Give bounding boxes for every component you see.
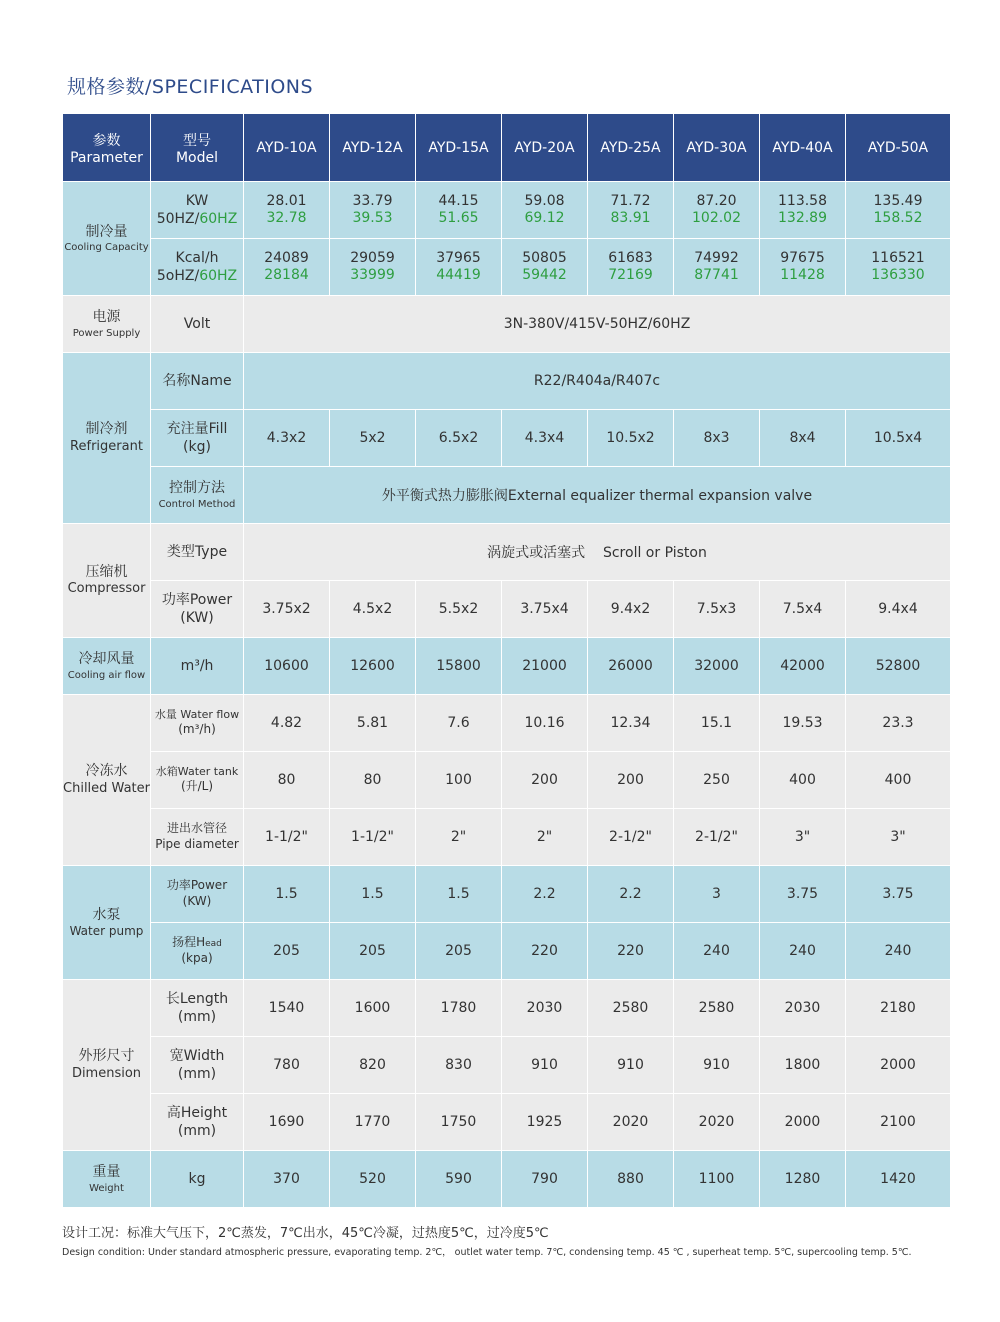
cell-weight: 790 (502, 1151, 588, 1208)
param-water-flow: 水量 Water flow (m³/h) (151, 695, 244, 752)
cell-kw: 44.15 51.65 (416, 182, 502, 239)
cell-water-tank: 400 (760, 752, 846, 809)
cell-weight: 370 (244, 1151, 330, 1208)
cell-pump-power: 3 (674, 866, 760, 923)
cell-kw: 87.20 102.02 (674, 182, 760, 239)
cell-weight: 880 (588, 1151, 674, 1208)
cell-fill: 10.5x2 (588, 410, 674, 467)
cell-airflow: 15800 (416, 638, 502, 695)
cell-water-flow: 23.3 (846, 695, 951, 752)
param-airflow-unit: m³/h (151, 638, 244, 695)
cell-water-flow: 7.6 (416, 695, 502, 752)
cell-pipe-diameter: 2" (416, 809, 502, 866)
cell-length: 2180 (846, 980, 951, 1037)
cell-airflow: 26000 (588, 638, 674, 695)
table-row (63, 980, 951, 1037)
header-model-name: AYD-30A (674, 114, 760, 182)
cell-height: 1770 (330, 1094, 416, 1151)
cell-kcal: 116521 136330 (846, 239, 951, 296)
cell-water-flow: 5.81 (330, 695, 416, 752)
cell-kw: 113.58 132.89 (760, 182, 846, 239)
header-model: 型号 Model (151, 114, 244, 182)
cell-pipe-diameter: 3" (760, 809, 846, 866)
cell-kcal: 37965 44419 (416, 239, 502, 296)
cell-water-tank: 200 (502, 752, 588, 809)
cell-length: 2580 (588, 980, 674, 1037)
cell-fill: 10.5x4 (846, 410, 951, 467)
header-parameter: 参数 Parameter (63, 114, 151, 182)
cell-pump-head: 220 (588, 923, 674, 980)
cell-height: 1925 (502, 1094, 588, 1151)
table-row (63, 410, 951, 467)
cell-width: 910 (502, 1037, 588, 1094)
cell-compressor-power: 9.4x2 (588, 581, 674, 638)
group-power-supply: 电源 Power Supply (63, 296, 151, 353)
cell-kw: 59.08 69.12 (502, 182, 588, 239)
cell-length: 1540 (244, 980, 330, 1037)
cell-pump-head: 240 (760, 923, 846, 980)
cell-pump-power: 2.2 (588, 866, 674, 923)
group-refrigerant: 制冷剂 Refrigerant (63, 353, 151, 524)
cell-pump-power: 2.2 (502, 866, 588, 923)
cell-height: 2020 (588, 1094, 674, 1151)
cell-pipe-diameter: 1-1/2" (330, 809, 416, 866)
cell-pump-power: 3.75 (760, 866, 846, 923)
table-row (63, 524, 951, 581)
cell-water-tank: 400 (846, 752, 951, 809)
cell-weight: 520 (330, 1151, 416, 1208)
cell-height: 2100 (846, 1094, 951, 1151)
param-pump-head: 扬程Head (kpa) (151, 923, 244, 980)
cell-weight: 1100 (674, 1151, 760, 1208)
table-row (63, 809, 951, 866)
cell-kcal: 97675 11428 (760, 239, 846, 296)
cell-water-tank: 200 (588, 752, 674, 809)
cell-length: 2030 (760, 980, 846, 1037)
group-weight: 重量 Weight (63, 1151, 151, 1208)
cell-fill: 6.5x2 (416, 410, 502, 467)
cell-height: 2020 (674, 1094, 760, 1151)
table-row (63, 1037, 951, 1094)
cell-water-flow: 15.1 (674, 695, 760, 752)
param-compressor-power: 功率Power (KW) (151, 581, 244, 638)
table-row (63, 239, 951, 296)
param-width: 宽Width (mm) (151, 1037, 244, 1094)
cell-width: 830 (416, 1037, 502, 1094)
table-row (63, 581, 951, 638)
cell-pump-power: 1.5 (244, 866, 330, 923)
cell-width: 910 (588, 1037, 674, 1094)
cell-power-supply: 3N-380V/415V-50HZ/60HZ (244, 296, 951, 353)
header-model-name: AYD-15A (416, 114, 502, 182)
cell-airflow: 10600 (244, 638, 330, 695)
cell-compressor-type: 涡旋式或活塞式 Scroll or Piston (244, 524, 951, 581)
cell-width: 780 (244, 1037, 330, 1094)
cell-pump-power: 3.75 (846, 866, 951, 923)
cell-compressor-power: 5.5x2 (416, 581, 502, 638)
cell-kcal: 50805 59442 (502, 239, 588, 296)
table-row (63, 638, 951, 695)
cell-kcal: 24089 28184 (244, 239, 330, 296)
cell-kcal: 61683 72169 (588, 239, 674, 296)
cell-kcal: 74992 87741 (674, 239, 760, 296)
param-water-tank: 水箱Water tank (升/L) (151, 752, 244, 809)
cell-airflow: 12600 (330, 638, 416, 695)
cell-height: 2000 (760, 1094, 846, 1151)
table-row (63, 296, 951, 353)
cell-pump-head: 240 (674, 923, 760, 980)
cell-airflow: 52800 (846, 638, 951, 695)
table-row (63, 1151, 951, 1208)
param-height: 高Height (mm) (151, 1094, 244, 1151)
param-control-method: 控制方法 Control Method (151, 467, 244, 524)
specifications-table (62, 113, 951, 1208)
group-cooling-capacity: 制冷量 Cooling Capacity (63, 182, 151, 296)
param-length: 长Length (mm) (151, 980, 244, 1037)
table-row (63, 695, 951, 752)
cell-water-tank: 80 (330, 752, 416, 809)
cell-kw: 28.01 32.78 (244, 182, 330, 239)
header-model-name: AYD-12A (330, 114, 416, 182)
cell-water-flow: 12.34 (588, 695, 674, 752)
cell-compressor-power: 4.5x2 (330, 581, 416, 638)
cell-height: 1690 (244, 1094, 330, 1151)
param-kw: KW 50HZ/60HZ (151, 182, 244, 239)
cell-width: 820 (330, 1037, 416, 1094)
cell-fill: 8x3 (674, 410, 760, 467)
page-title: 规格参数/SPECIFICATIONS (67, 76, 314, 98)
cell-pipe-diameter: 2-1/2" (674, 809, 760, 866)
design-condition-cn: 设计工况：标准大气压下，2℃蒸发，7℃出水，45℃冷凝，过热度5℃，过冷度5℃ (62, 1226, 549, 1241)
cell-pump-head: 205 (244, 923, 330, 980)
cell-pump-head: 240 (846, 923, 951, 980)
cell-width: 2000 (846, 1037, 951, 1094)
cell-water-flow: 10.16 (502, 695, 588, 752)
table-row (63, 182, 951, 239)
cell-length: 2030 (502, 980, 588, 1037)
cell-water-flow: 4.82 (244, 695, 330, 752)
param-kcal: Kcal/h 5oHZ/60HZ (151, 239, 244, 296)
cell-pipe-diameter: 1-1/2" (244, 809, 330, 866)
design-condition-notes (62, 1222, 912, 1258)
cell-pump-head: 220 (502, 923, 588, 980)
group-compressor: 压缩机 Compressor (63, 524, 151, 638)
cell-width: 910 (674, 1037, 760, 1094)
cell-weight: 1420 (846, 1151, 951, 1208)
table-row (63, 353, 951, 410)
cell-water-tank: 80 (244, 752, 330, 809)
group-cooling-air-flow: 冷却风量 Cooling air flow (63, 638, 151, 695)
cell-pump-head: 205 (416, 923, 502, 980)
header-model-name: AYD-40A (760, 114, 846, 182)
header-model-name: AYD-25A (588, 114, 674, 182)
cell-fill: 4.3x4 (502, 410, 588, 467)
param-pump-power: 功率Power (KW) (151, 866, 244, 923)
cell-height: 1750 (416, 1094, 502, 1151)
header-row (63, 114, 951, 182)
cell-pump-power: 1.5 (330, 866, 416, 923)
cell-fill: 8x4 (760, 410, 846, 467)
cell-water-tank: 250 (674, 752, 760, 809)
cell-compressor-power: 9.4x4 (846, 581, 951, 638)
cell-control-method: 外平衡式热力膨胀阀External equalizer thermal expansion valve (244, 467, 951, 524)
cell-pump-head: 205 (330, 923, 416, 980)
cell-length: 2580 (674, 980, 760, 1037)
cell-airflow: 42000 (760, 638, 846, 695)
table-row (63, 866, 951, 923)
header-model-name: AYD-50A (846, 114, 951, 182)
cell-kw: 135.49 158.52 (846, 182, 951, 239)
header-model-name: AYD-20A (502, 114, 588, 182)
cell-pipe-diameter: 3" (846, 809, 951, 866)
param-fill: 充注量Fill (kg) (151, 410, 244, 467)
cell-pump-power: 1.5 (416, 866, 502, 923)
param-volt: Volt (151, 296, 244, 353)
cell-compressor-power: 3.75x2 (244, 581, 330, 638)
cell-fill: 4.3x2 (244, 410, 330, 467)
cell-water-tank: 100 (416, 752, 502, 809)
cell-kw: 33.79 39.53 (330, 182, 416, 239)
cell-width: 1800 (760, 1037, 846, 1094)
cell-airflow: 21000 (502, 638, 588, 695)
table-row (63, 467, 951, 524)
table-row (63, 752, 951, 809)
param-weight-unit: kg (151, 1151, 244, 1208)
cell-length: 1780 (416, 980, 502, 1037)
cell-length: 1600 (330, 980, 416, 1037)
table-row (63, 923, 951, 980)
group-dimension: 外形尺寸 Dimension (63, 980, 151, 1151)
cell-compressor-power: 7.5x3 (674, 581, 760, 638)
cell-kw: 71.72 83.91 (588, 182, 674, 239)
param-pipe-diameter: 进出水管径 Pipe diameter (151, 809, 244, 866)
header-model-name: AYD-10A (244, 114, 330, 182)
cell-compressor-power: 7.5x4 (760, 581, 846, 638)
cell-weight: 1280 (760, 1151, 846, 1208)
design-condition-en: Design condition: Under standard atmospheric pressure, evaporating temp. 2℃， outlet water temp. 7℃, condensing temp. 45 ℃ , superheat temp. 5℃, supercooling temp. 5℃. (62, 1247, 912, 1258)
cell-weight: 590 (416, 1151, 502, 1208)
group-chilled-water: 冷冻水 Chilled Water (63, 695, 151, 866)
table-row (63, 1094, 951, 1151)
cell-refrigerant-name: R22/R404a/R407c (244, 353, 951, 410)
group-water-pump: 水泵 Water pump (63, 866, 151, 980)
cell-compressor-power: 3.75x4 (502, 581, 588, 638)
cell-airflow: 32000 (674, 638, 760, 695)
param-refrigerant-name: 名称Name (151, 353, 244, 410)
cell-water-flow: 19.53 (760, 695, 846, 752)
cell-fill: 5x2 (330, 410, 416, 467)
cell-pipe-diameter: 2" (502, 809, 588, 866)
param-compressor-type: 类型Type (151, 524, 244, 581)
cell-kcal: 29059 33999 (330, 239, 416, 296)
cell-pipe-diameter: 2-1/2" (588, 809, 674, 866)
